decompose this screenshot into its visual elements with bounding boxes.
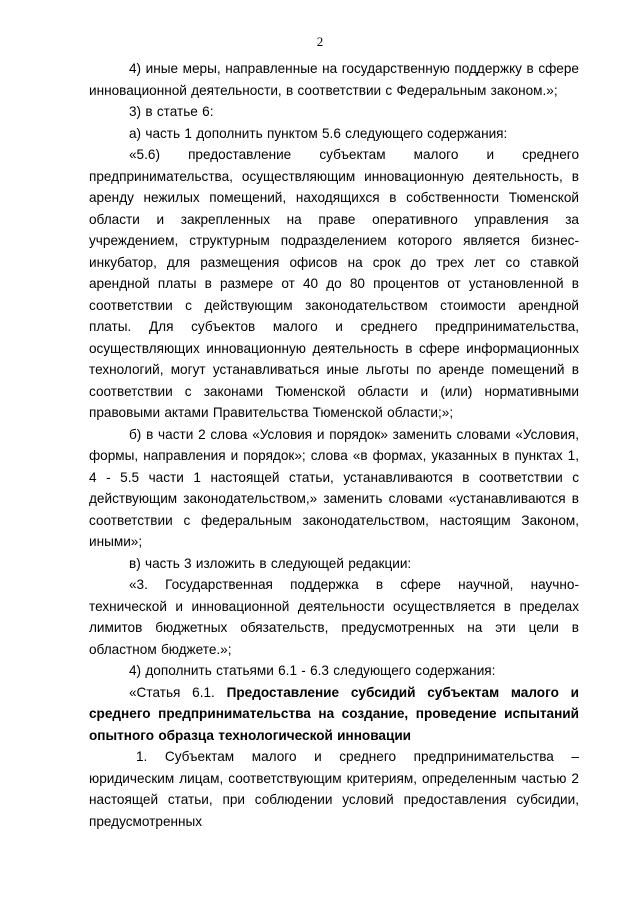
paragraph-part-2-changes: б) в части 2 слова «Условия и порядок» заменить словами «Условия, формы, направления и порядок»; слова «в формах, указанных в пунктах 1, 4 - 5.5 части 1 настоящей статьи, устанавливаются в соответствии с действующим законодательством,» заменить словами «устанавливаются в соответствии с федеральным законодательством, настоящим Законом, иными»; — [89, 426, 579, 549]
article-prefix: «Статья 6.1. — [129, 684, 227, 700]
article-6-1-heading — [89, 682, 579, 747]
page-number: 2 — [316, 34, 324, 49]
article-title: Предоставление субсидий субъектам малого и среднего предпринимательства на создание, проведение испытаний опытного образца технологической инновации — [89, 684, 580, 743]
paragraph-articles-addition: 4) дополнить статьями 6.1 - 6.3 следующего содержания: — [129, 663, 496, 678]
paragraph-other-measures: 4) иные меры, направленные на государственную поддержку в сфере инновационной деятельности, в соответствии с Федеральным законом.»; — [89, 61, 579, 98]
paragraph-part-3-heading: в) часть 3 изложить в следующей редакции: — [129, 555, 412, 571]
paragraph-article-6-heading: 3) в статье 6: — [129, 104, 214, 119]
document-body — [89, 58, 579, 832]
paragraph-part-3-text: «3. Государственная поддержка в сфере научной, научно-технической и инновационной деятельности осуществляется в пределах лимитов бюджетных обязательств, предусмотренных на эти цели в областном бюджете.»; — [89, 577, 579, 657]
paragraph-item-5-6: «5.6) предоставление субъектам малого и среднего предпринимательства, осуществляющим инновационную деятельность, в аренду нежилых помещений, находящихся в собственности Тюменской области и закрепленных на праве оперативного управления за учреждением, структурным подразделением которого является бизнес-инкубатор, для размещения офисов на срок до трех лет со ставкой арендной платы в размере от 40 до 80 процентов от установленной в соответствии с действующим законодательством стоимости арендной платы. Для субъектов малого и среднего предпринимательства, осуществляющих инновационную деятельность в сфере информационных технологий, могут устанавливаться иные льготы по аренде помещений в соответствии с законами Тюменской области и (или) нормативными правовыми актами Правительства Тюменской области;»; — [89, 147, 579, 420]
paragraph-part-1-addition: а) часть 1 дополнить пунктом 5.6 следующего содержания: — [129, 125, 508, 141]
paragraph-item-1: 1. Субъектам малого и среднего предпринимательства – юридическим лицам, соответствующим критериям, определенным частью 2 настоящей статьи, при соблюдении условий предоставления субсидии, предусмотренных — [89, 749, 579, 829]
